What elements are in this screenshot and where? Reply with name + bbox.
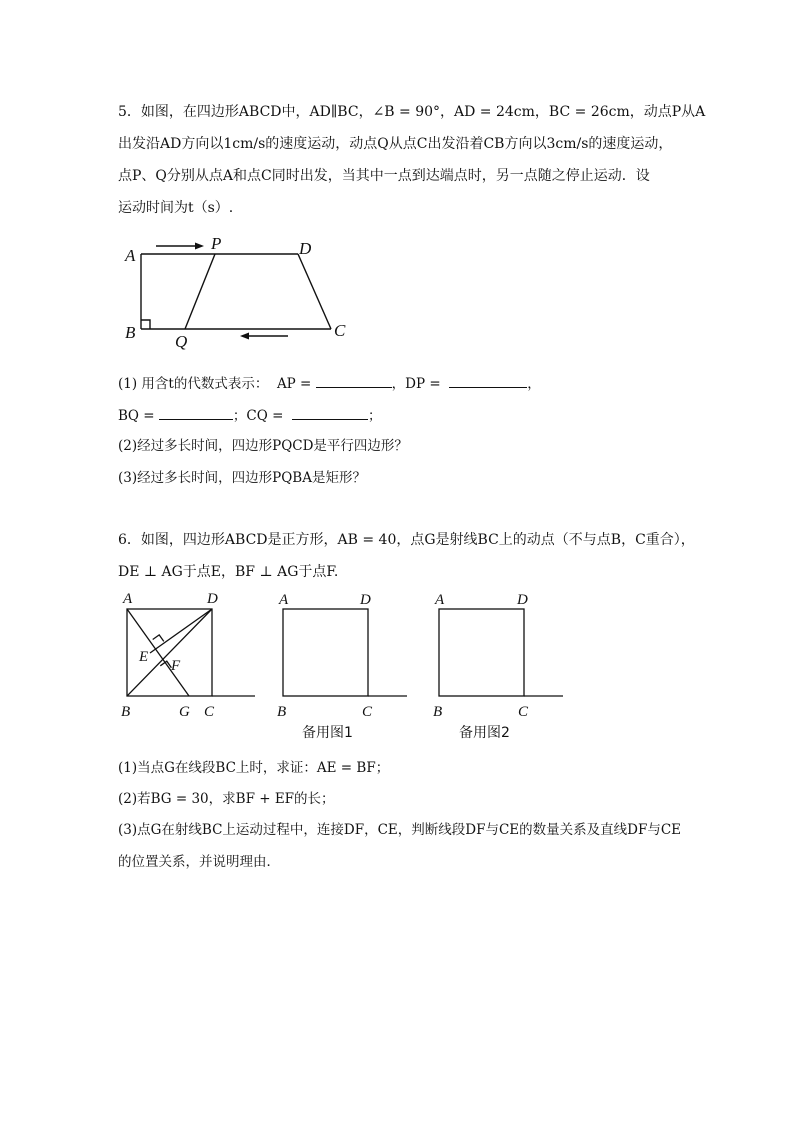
label-d: D: [517, 592, 528, 608]
label-q: Q: [175, 332, 188, 351]
q5-sub1-row-1: [118, 372, 541, 394]
label-d: D: [360, 592, 371, 608]
q5-sub1-row-2: [118, 404, 381, 426]
backup-caption-1: 备用图1: [302, 725, 353, 741]
square-abcd: [439, 609, 524, 696]
q5-sub3: (3)经过多长时间，四边形PQBA是矩形？: [118, 470, 366, 486]
q5-sub2: (2)经过多长时间，四边形PQCD是平行四边形？: [118, 438, 408, 454]
label-c: C: [334, 321, 346, 340]
label-c: C: [518, 704, 529, 720]
label-c: C: [204, 704, 215, 720]
q6-backup-figure-2: [430, 590, 580, 740]
label-g: G: [179, 704, 190, 720]
q6-main-figure: [118, 590, 268, 720]
arrow-q-head: [240, 333, 249, 340]
ap-answer-blank[interactable]: [316, 372, 392, 388]
q6-sub4: 的位置关系，并说明理由．: [118, 854, 280, 870]
q5-line-3: 点P、Q分别从点A和点C同时出发，当其中一点到达端点时，另一点随之停止运动．设: [118, 168, 650, 184]
cq-answer-blank[interactable]: [292, 404, 368, 420]
label-a: A: [279, 592, 289, 608]
label-b: B: [433, 704, 443, 720]
q6-line-2: DE ⊥ AG于点E，BF ⊥ AG于点F.: [118, 564, 339, 580]
label-a: A: [123, 591, 133, 607]
q5-sep-1: ，: [527, 376, 541, 392]
q6-line-1: 6．如图，四边形ABCD是正方形，AB = 40，点G是射线BC上的动点（不与点B，C重合），: [118, 532, 695, 548]
q5-sep-2: ；: [367, 408, 382, 424]
label-a: A: [435, 592, 445, 608]
q5-line-2: 出发沿AD方向以1cm/s的速度运动，动点Q从点C出发沿着CB方向以3cm/s的速度运动，: [118, 136, 673, 152]
q5-trapezoid-figure: [118, 232, 378, 352]
q5-bq-label: BQ =: [118, 408, 155, 424]
q6-sub2: (2)若BG = 30，求BF + EF的长；: [118, 791, 335, 807]
label-p: P: [211, 234, 222, 253]
label-b: B: [125, 323, 136, 342]
segment-ag: [127, 609, 189, 696]
q5-line-4: 运动时间为t（s）.: [118, 200, 234, 216]
q5-line-1: 5．如图，在四边形ABCD中，AD∥BC，∠B = 90°，AD = 24cm，BC = 26cm，动点P从A: [118, 104, 706, 120]
segment-de: [150, 609, 212, 653]
q5-cq-label: ；CQ =: [232, 408, 284, 424]
segment-pq: [185, 254, 215, 329]
bq-answer-blank[interactable]: [159, 404, 233, 420]
label-d: D: [299, 239, 312, 258]
label-a: A: [125, 246, 136, 265]
q5-sub1-prompt: (1) 用含t的代数式表示：: [118, 376, 269, 392]
dp-answer-blank[interactable]: [449, 372, 527, 388]
label-b: B: [277, 704, 287, 720]
label-e: E: [139, 649, 149, 665]
label-c: C: [362, 704, 373, 720]
label-d: D: [207, 591, 218, 607]
q6-sub3: (3)点G在射线BC上运动过程中，连接DF，CE，判断线段DF与CE的数量关系及直线DF与CE: [118, 822, 682, 838]
label-f: F: [171, 658, 181, 674]
right-angle-e: [153, 635, 164, 642]
q5-dp-label: ，DP =: [391, 376, 441, 392]
arrow-p-head: [195, 243, 204, 250]
backup-caption-2: 备用图2: [459, 725, 510, 741]
segment-dc: [298, 254, 331, 329]
square-abcd: [283, 609, 368, 696]
q6-sub1: (1)当点G在线段BC上时，求证：AE = BF；: [118, 760, 390, 776]
label-b: B: [121, 704, 131, 720]
q5-ap-label: AP =: [276, 376, 312, 392]
q6-backup-figure-1: [274, 590, 424, 740]
right-angle-mark: [141, 320, 150, 329]
